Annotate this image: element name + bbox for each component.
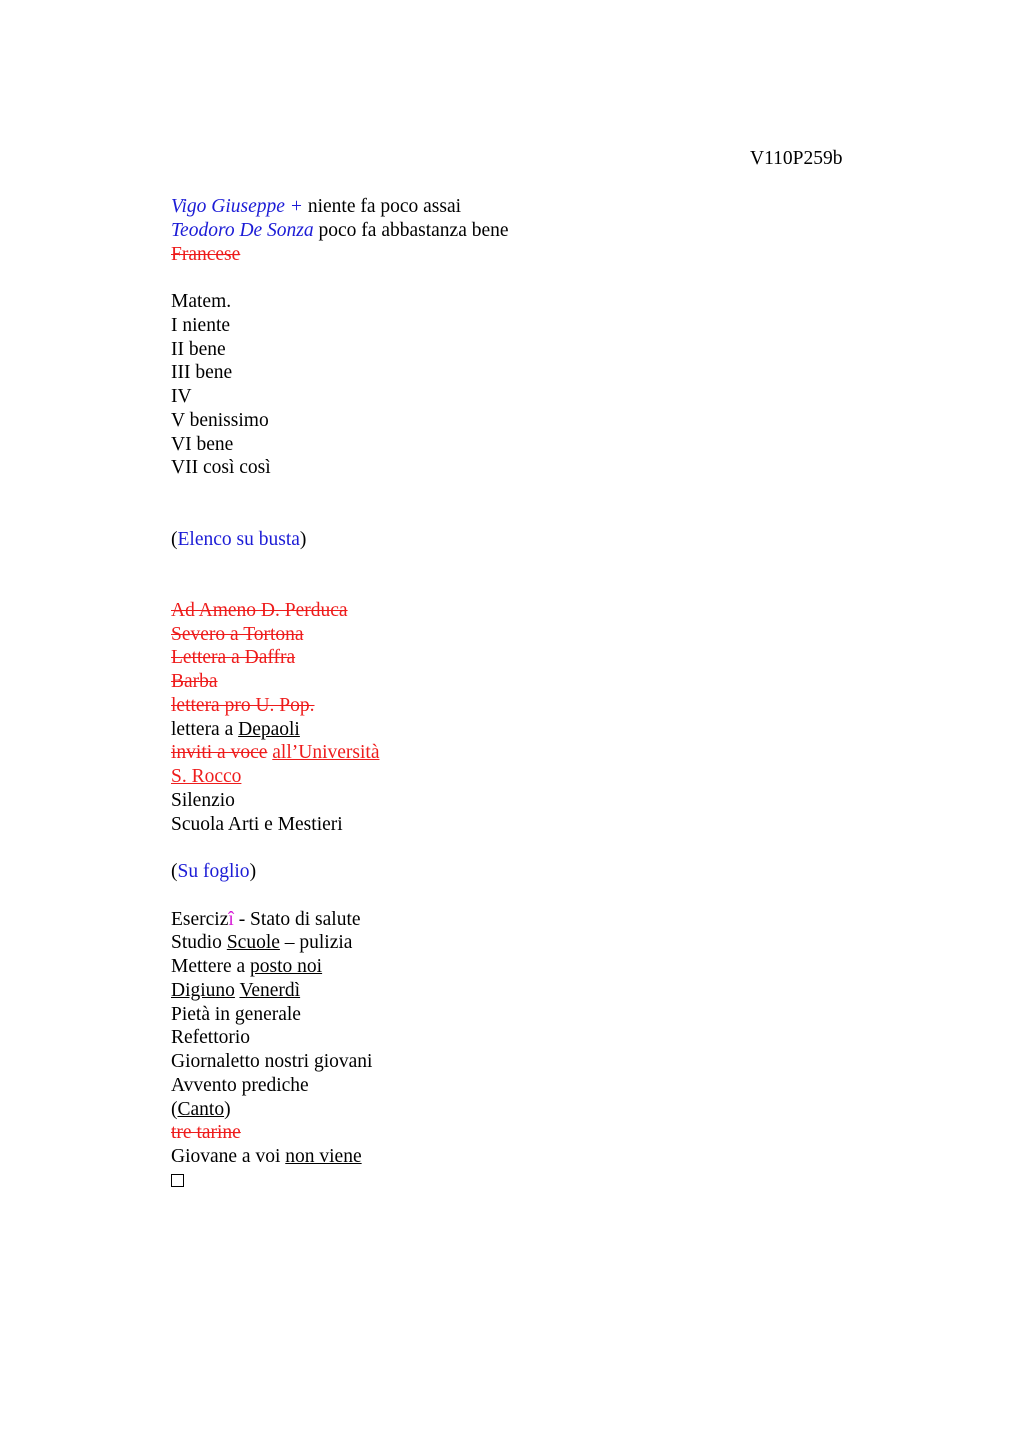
- foglio-item: Mettere a posto noi: [171, 956, 323, 977]
- student-remark: poco fa abbastanza bene: [318, 219, 509, 241]
- elenco-note: (Elenco su busta): [171, 528, 307, 550]
- foglio-note-text: Su foglio: [177, 861, 250, 882]
- foglio-item: Esercizî - Stato di salute: [171, 908, 361, 930]
- matem-line: V benissimo: [171, 409, 269, 431]
- matem-line: II bene: [171, 338, 226, 360]
- busta-item: Silenzio: [171, 789, 235, 811]
- busta-item: Severo a Tortona: [171, 623, 304, 645]
- student-line-desonza: [171, 219, 871, 243]
- foglio-item: (Canto): [171, 1098, 231, 1120]
- busta-item: Lettera a Daffra: [171, 647, 296, 669]
- matem-line: VI bene: [171, 433, 234, 455]
- empty-box-icon: [171, 1174, 184, 1187]
- matem-title: Matem.: [171, 291, 232, 312]
- matem-line: I niente: [171, 314, 231, 336]
- foglio-item: Avvento prediche: [171, 1074, 309, 1096]
- student-line-vigo: [171, 195, 871, 219]
- document-body: [171, 195, 871, 1193]
- foglio-item: tre tarine: [171, 1122, 241, 1144]
- foglio-item: Digiuno Venerdì: [171, 979, 301, 1001]
- foglio-item: Studio Scuole – pulizia: [171, 932, 353, 954]
- busta-item: Barba: [171, 671, 218, 692]
- box-line: [171, 1169, 871, 1193]
- busta-item: inviti a voce all’Università: [171, 742, 380, 764]
- foglio-item: Refettorio: [171, 1027, 251, 1049]
- matem-line: III bene: [171, 362, 233, 384]
- struck-francese: Francese: [171, 243, 241, 265]
- foglio-item: Giovane a voi non viene: [171, 1146, 362, 1167]
- student-remark: niente fa poco assai: [307, 196, 462, 217]
- busta-item: Scuola Arti e Mestieri: [171, 813, 343, 835]
- foglio-item: Pietà in generale: [171, 1003, 301, 1025]
- matem-line: VII così così: [171, 457, 271, 479]
- busta-item: lettera a Depaoli: [171, 718, 300, 740]
- busta-item: Ad Ameno D. Perduca: [171, 599, 348, 621]
- foglio-item: Giornaletto nostri giovani: [171, 1051, 373, 1072]
- busta-item: S. Rocco: [171, 766, 242, 787]
- matem-line: IV: [171, 386, 192, 407]
- foglio-note: (Su foglio): [171, 861, 257, 882]
- student-name: Teodoro De Sonza: [171, 219, 314, 241]
- busta-item: lettera pro U. Pop.: [171, 694, 315, 716]
- page-id: V110P259b: [750, 148, 843, 169]
- student-name: Vigo Giuseppe +: [171, 196, 303, 217]
- elenco-note-text: Elenco su busta: [177, 528, 300, 550]
